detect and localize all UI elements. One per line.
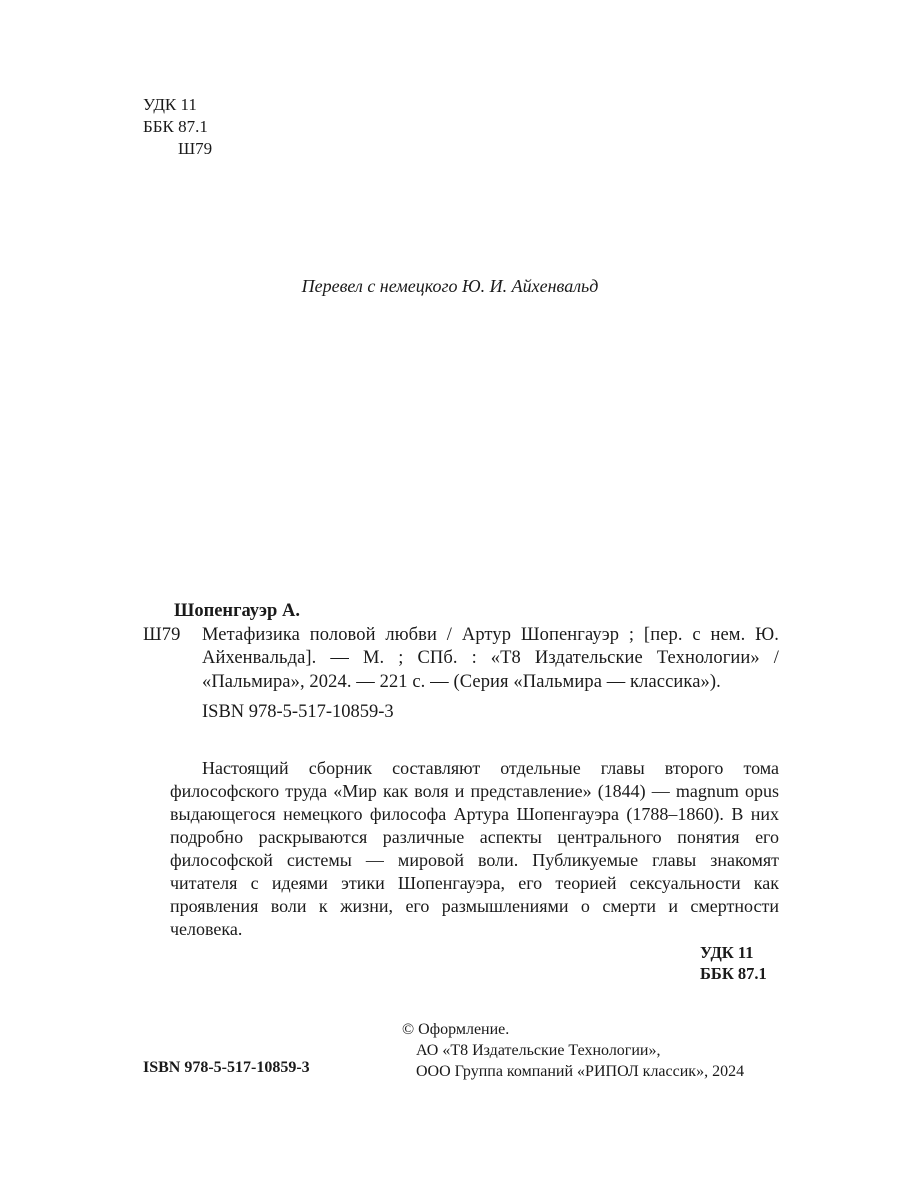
annotation-text: Настоящий сборник составляют отдельные главы второго тома философского труда «Мир как воля и представление» (1844) — magnum opus выдающегося немецкого философа Артура Шопенгауэра (1788–1860). В них подробно раскрываются различные аспекты центрального понятия его философской системы — мировой воли. Публикуемые главы знакомят читателя с идеями этики Шопенгауэра, его теорией сексуальности как проявления воли к жизни, его размышлениями о смерти и смертности человека. [170,758,779,939]
copyright-block [402,1019,744,1082]
bibliographic-entry [143,624,779,695]
author-heading: Шопенгауэр А. [174,601,300,621]
copyright-line-3: ООО Группа компаний «РИПОЛ классик», 2024 [416,1063,745,1080]
copyright-line-1: © Оформление. [402,1021,510,1038]
translator-note: Перевел с немецкого Ю. И. Айхенвальд [301,276,599,296]
bibliographic-record [143,600,779,725]
annotation [170,757,779,941]
entry-isbn: ISBN 978-5-517-10859-3 [202,702,394,722]
bbk-code: ББК 87.1 [143,117,208,136]
classification-codes [143,94,212,160]
entry-author-mark: Ш79 [143,624,181,645]
author-mark: Ш79 [178,139,213,158]
copyright-line-2: АО «Т8 Издательские Технологии», [416,1042,661,1059]
footer-udk-code: УДК 11 [700,943,754,962]
entry-description: Метафизика половой любви / Артур Шопенгауэр ; [пер. с нем. Ю. Айхенвальда]. — М. ; СПб. : «Т8 Издательские Технологии» / «Пальмира», 2024. — 221 с. — (Серия «Пальмира — классика»). [202,624,779,692]
footer-isbn: ISBN 978-5-517-10859-3 [143,1059,310,1076]
udk-code: УДК 11 [143,95,197,114]
footer-classification-codes [700,942,767,984]
footer-bbk-code: ББК 87.1 [700,964,767,983]
